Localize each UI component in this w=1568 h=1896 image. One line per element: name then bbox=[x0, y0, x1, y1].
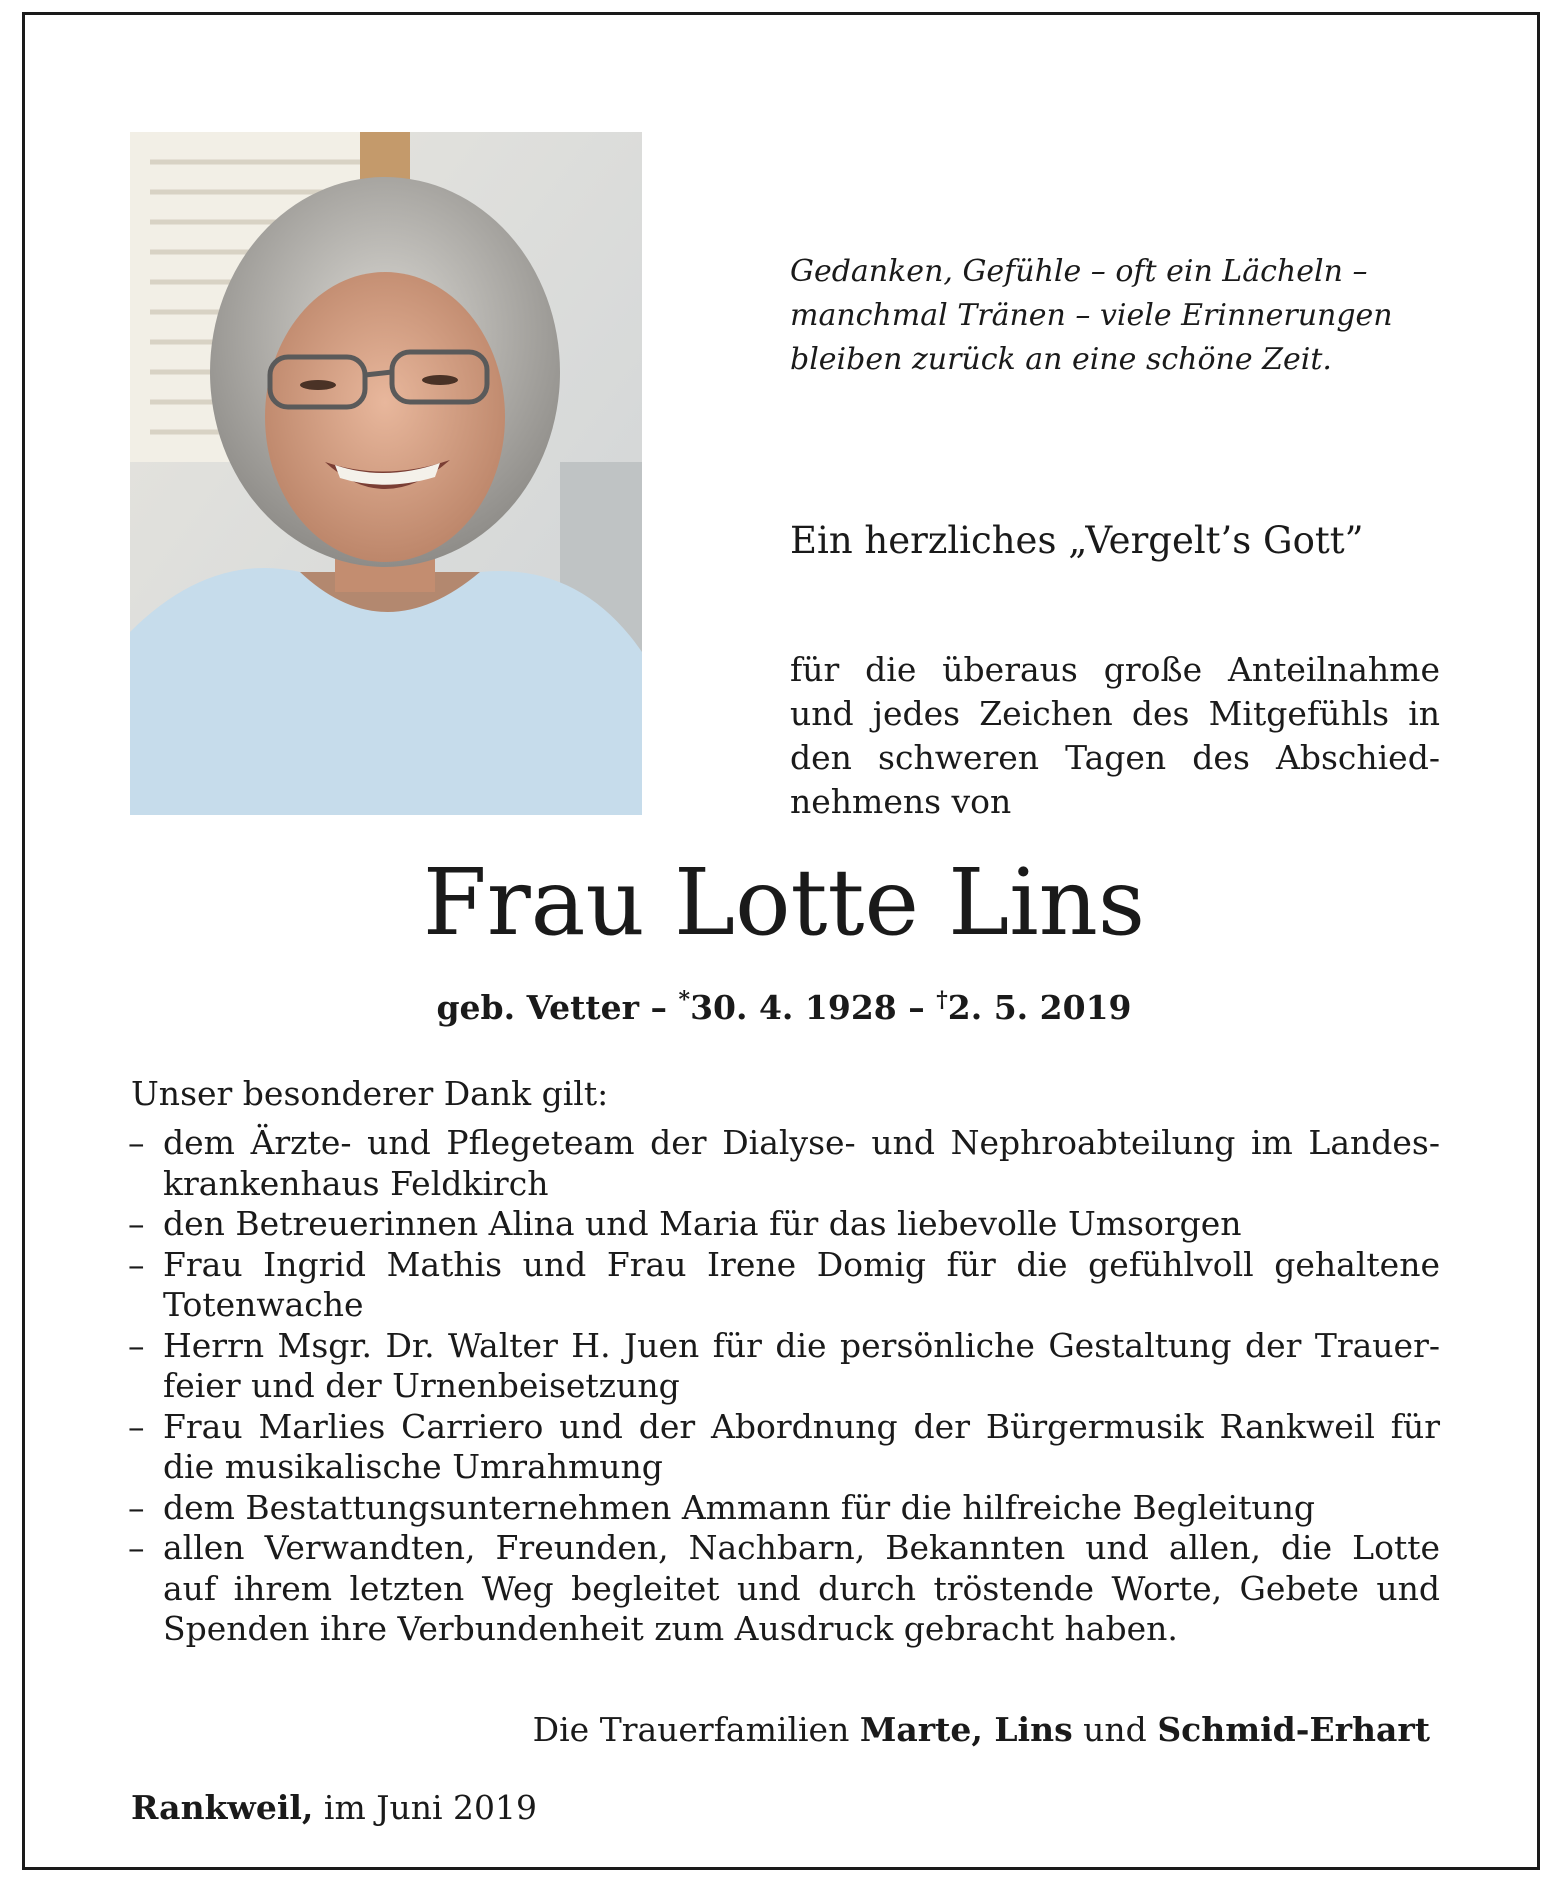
signature bbox=[490, 1708, 1430, 1752]
memorial-poem bbox=[790, 250, 1450, 382]
birth-date: 30. 4. 1928 bbox=[690, 988, 897, 1027]
list-item-line: allen Verwandten, Freunden, Nachbarn, Bekannten und allen, die Lotte bbox=[163, 1528, 1440, 1567]
list-item-line: dem Ärzte- und Pflegeteam der Dialyse- und Nephroabteilung im Landes- bbox=[163, 1123, 1440, 1162]
list-dash: – bbox=[128, 1406, 145, 1446]
list-dash: – bbox=[128, 1325, 145, 1365]
list-dash: – bbox=[128, 1528, 145, 1567]
maiden-name: geb. Vetter bbox=[436, 988, 640, 1027]
list-item-line: feier und der Urnenbeisetzung bbox=[163, 1366, 680, 1405]
list-item bbox=[128, 1245, 1440, 1326]
list-dash: – bbox=[128, 1204, 145, 1243]
intro-line: für die überaus große Anteilnahme bbox=[790, 650, 1440, 689]
intro-line: und jedes Zeichen des Mitgefühls in bbox=[790, 694, 1440, 733]
dates-separator: – bbox=[650, 988, 668, 1027]
list-item-line: Herrn Msgr. Dr. Walter H. Juen für die persönliche Gestaltung der Trauer- bbox=[163, 1325, 1440, 1365]
list-item-line: krankenhaus Feldkirch bbox=[163, 1163, 549, 1203]
list-item-line: dem Bestattungsunternehmen Ammann für die hilfreiche Begleitung bbox=[163, 1487, 1315, 1527]
list-item-line: die musikalische Umrahmung bbox=[163, 1447, 663, 1486]
intro-line: nehmens von bbox=[790, 782, 1012, 821]
deceased-name: Frau Lotte Lins bbox=[422, 849, 1146, 956]
poem-line: Gedanken, Gefühle – oft ein Lächeln – bbox=[790, 254, 1368, 289]
place-date bbox=[131, 1786, 537, 1830]
list-item bbox=[128, 1407, 1440, 1488]
list-item-line: auf ihrem letzten Weg begleitet und durch tröstende Worte, Gebete und bbox=[163, 1568, 1440, 1608]
list-item bbox=[128, 1123, 1440, 1204]
place-month: im Juni 2019 bbox=[323, 1788, 537, 1827]
death-date: 2. 5. 2019 bbox=[947, 988, 1132, 1027]
list-item-line: Spenden ihre Verbundenheit zum Ausdruck gebracht haben. bbox=[163, 1609, 1178, 1648]
list-dash: – bbox=[128, 1487, 145, 1527]
list-item bbox=[128, 1488, 1440, 1529]
intro-line: den schweren Tagen des Abschied- bbox=[790, 738, 1440, 777]
birth-symbol: * bbox=[678, 987, 691, 1013]
poem-line: bleiben zurück an eine schöne Zeit. bbox=[790, 342, 1332, 377]
signature-prefix: Die Trauerfamilien bbox=[532, 1710, 850, 1749]
list-item-line: Totenwache bbox=[163, 1285, 364, 1324]
dank-heading: Unser besonderer Dank gilt: bbox=[131, 1074, 609, 1113]
list-item-line: Frau Ingrid Mathis und Frau Irene Domig für die gefühlvoll gehaltene bbox=[163, 1244, 1440, 1284]
thanks-heading: Ein herzliches „Vergelt’s Gott” bbox=[790, 519, 1364, 562]
dates-separator: – bbox=[908, 988, 925, 1027]
thanks-intro bbox=[790, 648, 1440, 824]
list-item bbox=[128, 1326, 1440, 1407]
death-symbol: † bbox=[936, 987, 948, 1013]
list-item-line: den Betreuerinnen Alina und Maria für das liebevolle Umsorgen bbox=[163, 1204, 1242, 1243]
signature-connector: und bbox=[1083, 1710, 1147, 1749]
portrait-photo bbox=[130, 132, 642, 815]
list-dash: – bbox=[128, 1244, 145, 1284]
list-item bbox=[128, 1528, 1440, 1650]
list-dash: – bbox=[128, 1123, 145, 1162]
dank-list bbox=[128, 1123, 1440, 1650]
list-item-line: Frau Marlies Carriero und der Abordnung der Bürgermusik Rankweil für bbox=[163, 1406, 1440, 1446]
life-dates bbox=[0, 978, 1568, 1030]
place-city: Rankweil, bbox=[131, 1788, 314, 1827]
list-item bbox=[128, 1204, 1440, 1245]
signature-family: Marte, Lins bbox=[859, 1710, 1073, 1749]
signature-family: Schmid-Erhart bbox=[1157, 1710, 1430, 1749]
poem-line: manchmal Tränen – viele Erinnerungen bbox=[790, 298, 1393, 333]
